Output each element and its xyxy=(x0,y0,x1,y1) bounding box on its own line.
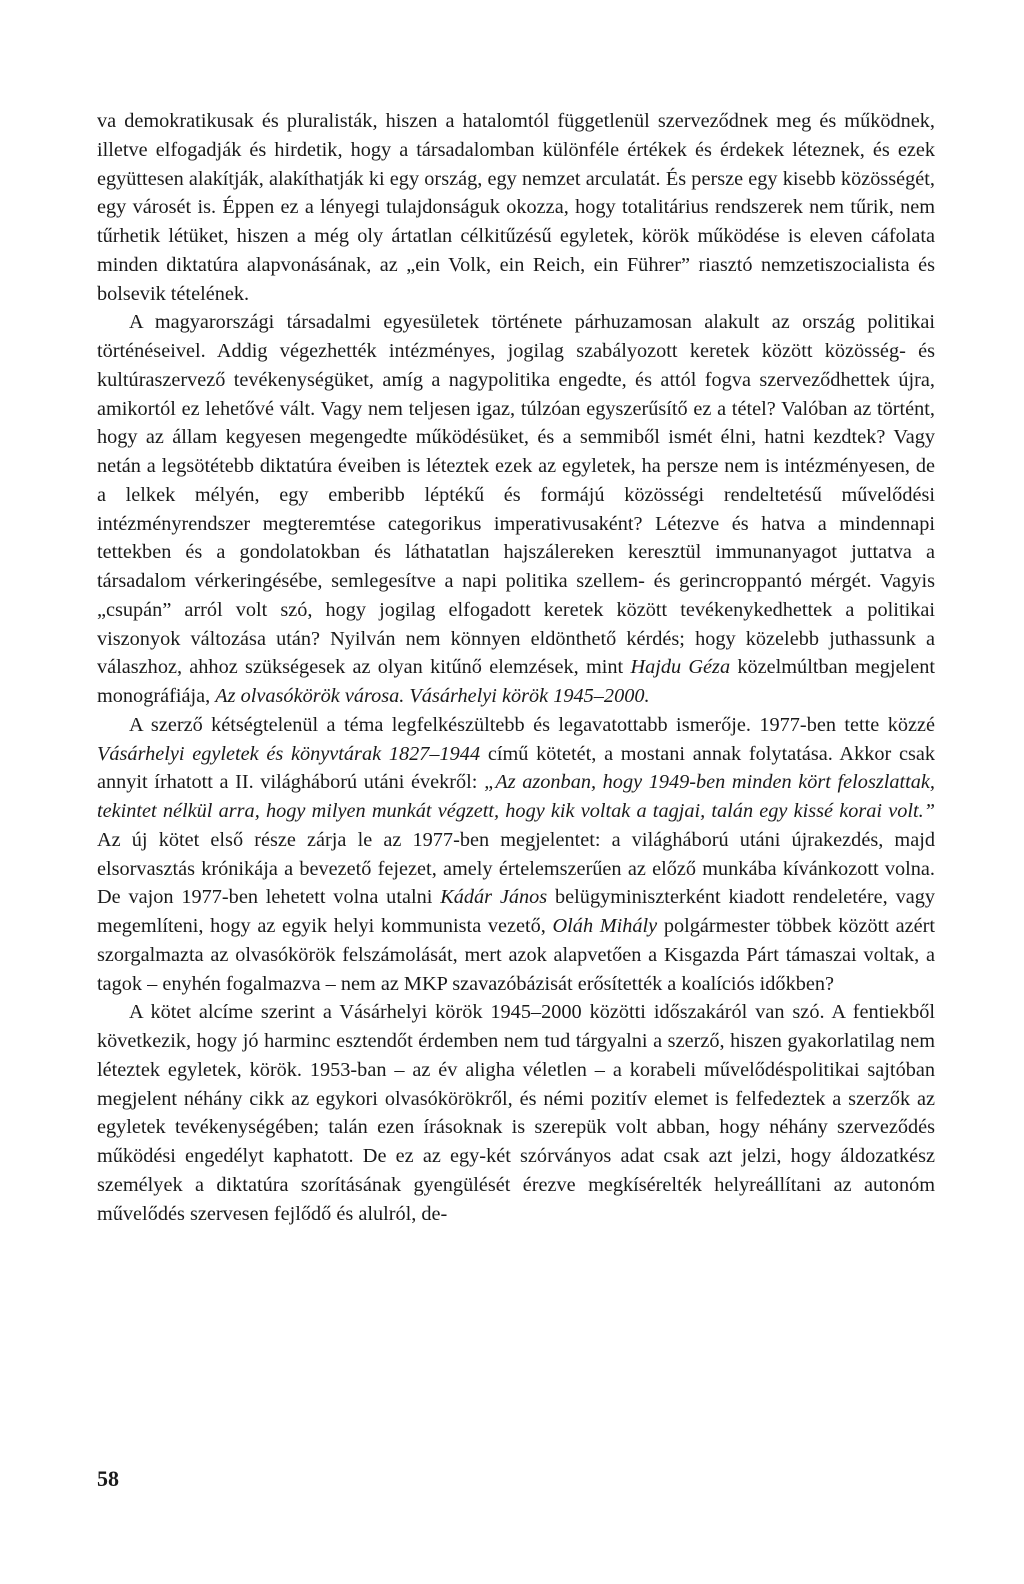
paragraph-2-text-1: A magyarországi társadalmi egyesületek története párhuzamosan alakult az ország politikai történéseivel. Addig végezhették intézményes, jogilag szabályozott keretek között közösség- és kultúraszervező tevékenységüket, amíg a nagypolitika engedte, és attól fogva szerveződhettek újra, amikortól ez lehetővé vált. Vagy nem teljesen igaz, túlzóan egyszerűsítő ez a tétel? Valóban az történt, hogy az állam kegyesen megengedte működésüket, és a semmiből ismét élni, hatni kezdtek? Vagy netán a legsötétebb diktatúra éveiben is léteztek ezek az egyletek, ha persze nem is intézményesen, de a lelkek mélyén, egy emberibb léptékű és formájú közösségi rendeltetésű művelődési intézményrendszer megteremtése categorikus imperativusaként? Létezve és hatva a mindennapi tettekben és a gondolatokban és láthatatlan hajszálereken keresztül immunanyagot juttatva a társadalom vérkeringésébe, semlegesítve a napi politika szellem- és gerincroppantó mérgét. Vagyis „csupán” arról volt szó, hogy jogilag elfogadott keretek között tevékenykedhettek a politikai viszonyok változása után? Nyilván nem könnyen eldönthető kérdés; hogy közelebb juthassunk a válaszhoz, ahhoz szükségesek az olyan kitűnő elemzések, mint xyxy=(97,311,935,679)
paragraph-3-text-4: belügyminiszterként kiadott rendeletére, vagy megemlíteni, hogy az egyik helyi kommunista vezető, xyxy=(97,886,935,937)
paragraph-3 xyxy=(97,711,935,999)
author-name-hajdu-geza: Hajdu Géza xyxy=(630,656,731,679)
paragraph-4-text: A kötet alcíme szerint a Vásárhelyi körök 1945–2000 közötti időszakáról van szó. A fentiekből következik, hogy jó harminc esztendőt érdemben nem tud tárgyalni a szerző, hiszen gyakorlatilag nem léteztek egyletek, körök. 1953-ban – az év aligha véletlen – a korabeli művelődéspolitikai sajtóban megjelent néhány cikk az egykori olvasókörökről, és némi pozitív elemet is felfedeztek a szerzők az egyletek tevékenységében; talán ezen írásoknak is szerepük volt abban, hogy néhány szerveződés működési engedélyt kaphatott. De ez az egy-két szórványos adat csak azt jelzi, hogy áldozatkész személyek a diktatúra szorításának gyengülését érezve megkísérelték helyreállítani az autonóm művelődés szervesen fejlődő és alulról, de- xyxy=(97,1001,935,1225)
paragraph-1 xyxy=(97,107,935,308)
paragraph-3-text-1: A szerző kétségtelenül a téma legfelkészültebb és legavatottabb ismerője. 1977-ben tette közzé xyxy=(129,713,935,736)
page-body xyxy=(97,107,935,1228)
paragraph-3-text-5: polgármester többek között azért szorgalmazta az olvasókörök felszámolását, mert azok alapvetően a Kisgazda Párt támaszai voltak, a tagok – enyhén fogalmazva – nem az MKP szavazóbázisát erősítették a koalíciós időkben? xyxy=(97,915,935,995)
book-title-olvasokorok-varosa: Az olvasókörök városa. Vásárhelyi körök 1945–2000. xyxy=(215,685,650,707)
paragraph-3-text-3: Az új kötet első része zárja le az 1977-ben megjelentet: a világháború utáni újrakezdés, majd elsorvasztás krónikája a bevezető fejezet, amely értelemszerűen az előző munkába kívánkozott volna. De vajon 1977-ben lehetett volna utalni xyxy=(97,828,935,909)
paragraph-1-text: va demokratikusak és pluralisták, hiszen a hatalomtól függetlenül szerveződnek meg és működnek, illetve elfogadják és hirdetik, hogy a társadalomban különféle értékek és érdekek léteznek, és ezek együttesen alakítják, alakíthatják ki egy ország, egy nemzet arculatát. És persze egy kisebb közösségét, egy városét is. Éppen ez a lényegi tulajdonságuk okozza, hogy totalitárius rendszerek nem tűrik, nem tűrhetik létüket, hiszen a még oly ártatlan célkitűzésű egyletek, körök működése is eleven cáfolata minden diktatúra alapvonásának, az „ein Volk, ein Reich, ein Führer” riasztó nemzetiszocialista és bolsevik tételének. xyxy=(97,110,935,305)
quotation: „Az azonban, hogy 1949-ben minden kört feloszlattak, tekintet nélkül arra, hogy milyen munkát végzett, hogy kik voltak a tagjai, talán egy kissé korai volt.” xyxy=(97,771,935,822)
book-title-vasarhelyi-egyletek: Vásárhelyi egyletek és könyvtárak 1827–1944 xyxy=(97,742,481,765)
paragraph-4 xyxy=(97,998,935,1228)
paragraph-2-text-2: közelmúltban megjelent monográfiája, xyxy=(97,656,935,707)
paragraph-3-text-2: című kötetét, a mostani annak folytatása. Akkor csak annyit írhatott a II. világháború utáni évekről: xyxy=(97,742,936,794)
paragraph-2 xyxy=(97,308,935,711)
person-name-kadar-janos: Kádár János xyxy=(440,886,548,909)
person-name-olah-mihaly: Oláh Mihály xyxy=(552,915,658,937)
page-number: 58 xyxy=(97,1466,119,1491)
